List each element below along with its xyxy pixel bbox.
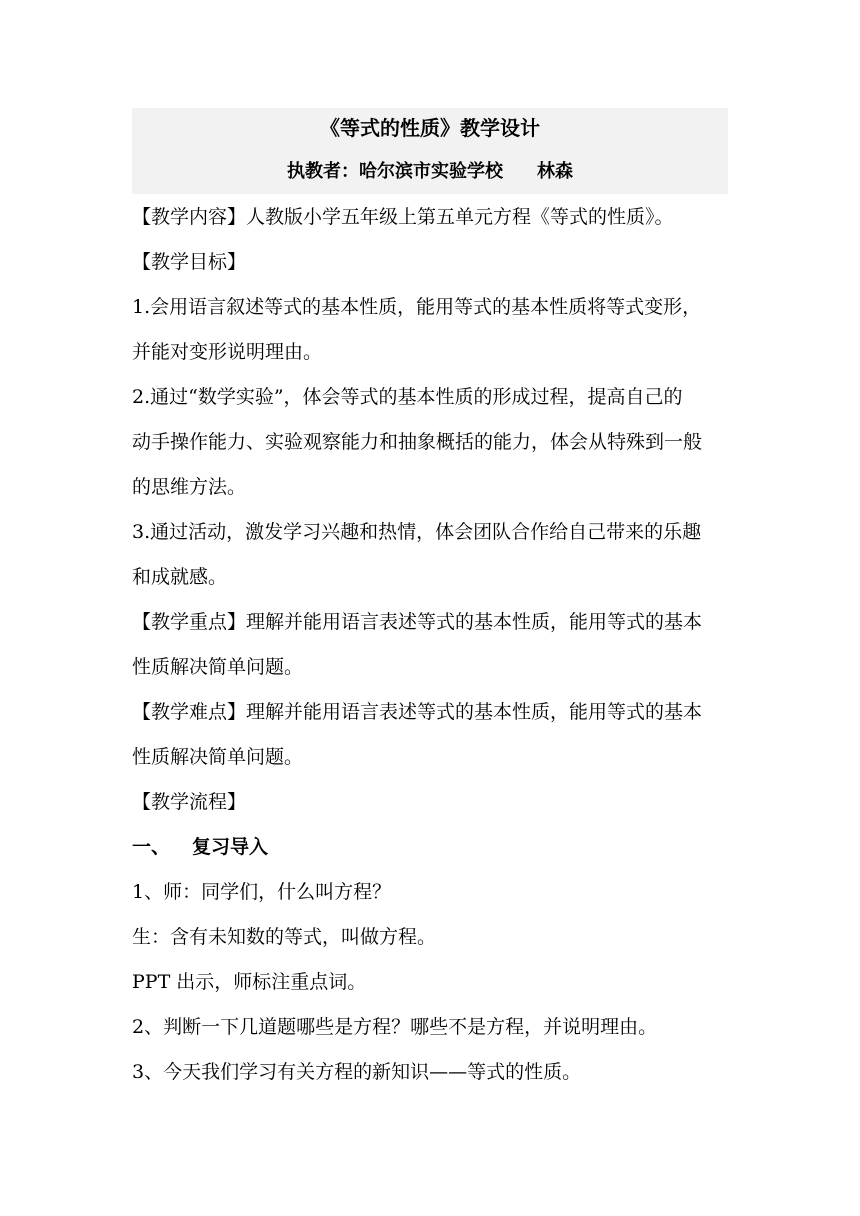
content-line: 动手操作能力、实验观察能力和抽象概括的能力，体会从特殊到一般: [132, 431, 703, 453]
section-number: 一、: [132, 836, 171, 858]
content-line: 【教学重点】理解并能用语言表述等式的基本性质，能用等式的基本: [132, 611, 703, 633]
section-title: 复习导入: [192, 836, 269, 858]
content-line: 【教学难点】理解并能用语言表述等式的基本性质，能用等式的基本: [132, 701, 703, 723]
content-line: 的思维方法。: [132, 476, 247, 498]
author-label: 执教者：哈尔滨市实验学校: [287, 161, 503, 182]
content-line: 生：含有未知数的等式，叫做方程。: [132, 926, 437, 948]
content-line: 2、判断一下几道题哪些是方程？哪些不是方程，并说明理由。: [132, 1016, 658, 1038]
content-line: 性质解决简单问题。: [132, 746, 304, 768]
content-line: 【教学流程】: [132, 791, 247, 813]
content-line: 3、今天我们学习有关方程的新知识——等式的性质。: [132, 1061, 582, 1083]
content-line: 【教学内容】人教版小学五年级上第五单元方程《等式的性质》。: [132, 206, 674, 228]
content-line: 和成就感。: [132, 566, 228, 588]
content-line: 并能对变形说明理由。: [132, 341, 323, 363]
content-line: 1、师：同学们，什么叫方程？: [132, 881, 392, 903]
section-heading: [132, 836, 732, 858]
content-line: 2.通过“数学实验”，体会等式的基本性质的形成过程，提高自己的: [132, 386, 683, 408]
content-line: 1.会用语言叙述等式的基本性质，能用等式的基本性质将等式变形，: [132, 296, 702, 318]
content-line: 性质解决简单问题。: [132, 656, 304, 678]
content-line: PPT 出示，师标注重点词。: [132, 971, 367, 993]
document-title: 《等式的性质》教学设计: [320, 116, 540, 140]
author-name: 林森: [537, 161, 573, 182]
content-line: 3.通过活动，激发学习兴趣和热情，体会团队合作给自己带来的乐趣: [132, 521, 702, 543]
author-line: [0, 163, 860, 181]
content-line: 【教学目标】: [132, 251, 247, 273]
